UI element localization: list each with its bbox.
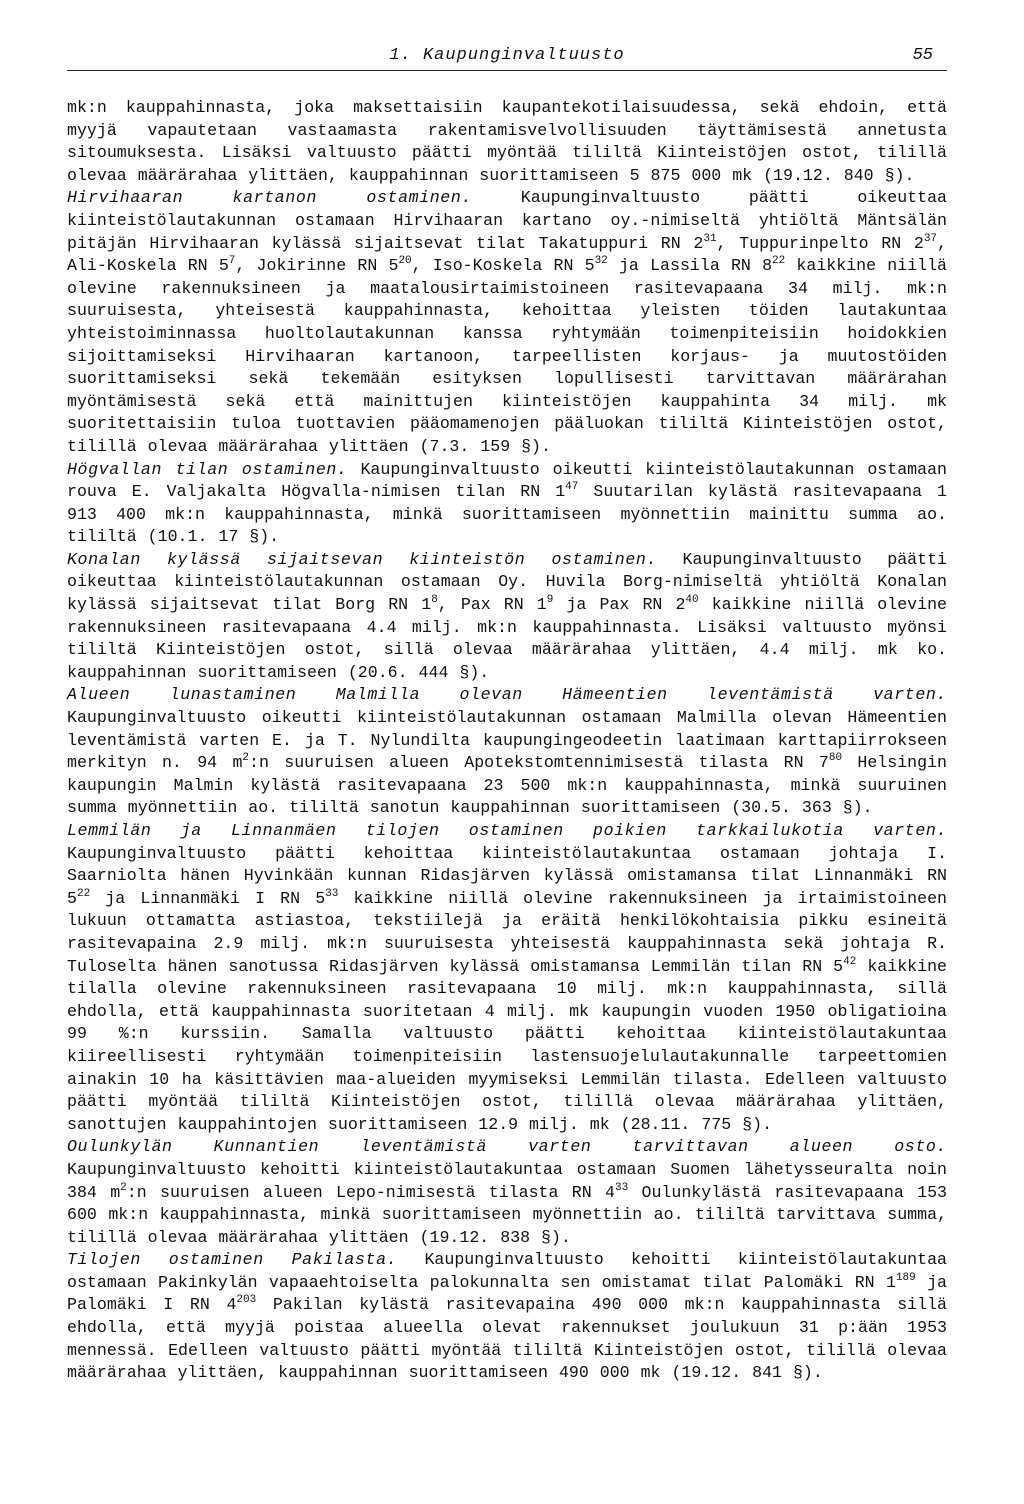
superscript: 31: [703, 232, 717, 245]
superscript: 40: [685, 594, 699, 607]
text-segment: , Iso-Koskela RN 5: [411, 256, 595, 276]
superscript: 80: [828, 752, 843, 765]
text-segment: ja Pax RN 2: [553, 595, 686, 615]
page-number: 55: [912, 46, 933, 65]
superscript: 33: [325, 887, 339, 900]
text-segment: Kaupunginvaltuusto kehoitti kiinteistölautakuntaa ostamaan Pakinkylän vapaaehtoiselta palokunnalta sen omistamat tilat Palomäki RN 1: [67, 1250, 947, 1292]
paragraph-text: mk:n kauppahinnasta, joka maksettaisiin kaupantekotilaisuudessa, sekä ehdoin, että myyjä vapautetaan vastaamasta rakentamisvelvollisuuden täyttämisestä annetusta sitoumuksesta. Lisäksi valtuusto päätti myöntää tililtä Kiinteistöjen ostot, tilillä olevaa määrärahaa ylittäen, kauppahinnan suorittamiseen 5 875 000 mk (19.12. 840 §).: [67, 98, 947, 185]
text-segment: Kaupunginvaltuusto päätti oikeuttaa kiinteistölautakunnan ostamaan Oy. Huvila Borg-nimiseltä yhtiöltä Konalan kylässä sijaitsevat tilat Borg RN 1: [67, 549, 947, 615]
text-segment: :n suuruisen alueen Apotekstomtennimisestä tilasta RN 7: [249, 753, 829, 773]
text-segment: Kaupunginvaltuusto päätti kehoittaa kiinteistölautakuntaa ostamaan johtaja I. Saarniolta hänen Hyvinkään kunnan Ridasjärven kylässä omistamansa tilat Linnanmäki RN 5: [67, 843, 947, 908]
superscript: 7: [228, 255, 236, 268]
text-segment: Kaupunginvaltuusto kehoitti kiinteistölautakuntaa ostamaan Suomen lähetysseuralta noin 384 m: [67, 1159, 947, 1202]
superscript: 47: [565, 481, 579, 494]
superscript: 189: [895, 1271, 916, 1284]
paragraph-hogvalla: [67, 459, 947, 549]
section-heading: Högvallan tilan ostaminen.: [67, 459, 348, 479]
superscript: 42: [843, 955, 857, 968]
text-segment: ja Palomäki I RN 4: [67, 1272, 948, 1315]
text-segment: Kaupunginvaltuusto oikeutti kiinteistölautakunnan ostamaan Malmilla olevan Hämeentien leventämistä varten E. ja T. Nylundilta kaupungingeodeetin laatimaan karttapiirrokseen merkityn n. 94 m: [67, 708, 947, 773]
text-segment: Kaupunginvaltuusto oikeutti kiinteistölautakunnan ostamaan rouva E. Valjakalta Högvalla-nimisen tilan RN 1: [67, 459, 947, 502]
text-segment: Helsingin kaupungin Malmin kylästä rasitevapaana 23 500 mk:n kauppahinnasta, minkä suuruinen summa myönnettiin ao. tililtä sanotun kauppahinnan suorittamiseen (30.5. 363 §).: [67, 753, 947, 818]
superscript: 203: [236, 1294, 257, 1307]
text-segment: Kaupunginvaltuusto päätti oikeuttaa kiinteistölautakunnan ostamaan Hirvihaaran kartano oy.-nimiseltä yhtiöltä Mäntsälän pitäjän Hirvihaaran kylässä sijaitsevat tilat Takatuppuri RN 2: [67, 188, 947, 253]
paragraph-malmi: [67, 684, 947, 820]
section-heading: Konalan kylässä sijaitsevan kiinteistön ostaminen.: [67, 549, 658, 569]
superscript: 20: [398, 255, 412, 268]
superscript: 2: [242, 752, 250, 765]
section-heading: Lemmilän ja Linnanmäen tilojen ostaminen poikien tarkkailukotia varten.: [67, 821, 947, 840]
superscript: 22: [76, 887, 91, 900]
text-segment: kaikkine tilalla olevine rakennuksineen rasitevapaana 10 milj. mk:n kauppahinnasta, sillä ehdolla, että kauppahinnasta suoritetaan 4 milj. mk kaupungin vuoden 1950 obligatioina 99 %:n kurssiin. Samalla valtuusto päätti kehoittaa kiinteistölautakuntaa kiireellisesti ryhtymään toimenpiteisiin lastensuojelulautakunnalle tarpeettomien ainakin 10 ha käsittävien maa-alueiden myymiseksi Lemmilän tilasta. Edelleen valtuusto päätti myöntää tililtä Kiinteistöjen ostot, tilillä olevaa määrärahaa ylittäen, sanottujen kauppahintojen suorittamiseen 12.9 milj. mk (28.11. 775 §).: [67, 956, 947, 1134]
text-segment: ja Lassila RN 8: [607, 256, 773, 276]
superscript: 22: [772, 255, 786, 268]
section-heading: Hirvihaaran kartanon ostaminen.: [67, 188, 472, 208]
text-segment: :n suuruisen alueen Lepo-nimisestä tilasta RN 4: [126, 1182, 615, 1202]
superscript: 37: [923, 232, 938, 245]
text-segment: , Pax RN 1: [437, 595, 547, 615]
superscript: 9: [546, 594, 554, 607]
text-segment: ja Linnanmäki I RN 5: [90, 888, 326, 908]
paragraph-konala: [67, 549, 947, 685]
paragraph-lemmila: [67, 820, 947, 1136]
superscript: 33: [614, 1181, 629, 1194]
superscript: 2: [120, 1181, 127, 1194]
running-title: 1. Kaupunginvaltuusto: [389, 46, 625, 65]
text-segment: kaikkine niillä olevine rakennuksineen rasitevapaana 4.4 milj. mk:n kauppahinnasta. Lisäksi valtuusto myönsi tililtä Kiinteistöjen ostot, sillä olevaa määrärahaa ylittäen, 4.4 milj. mk ko. kauppahinnan suorittamiseen (20.6. 444 §).: [67, 595, 947, 682]
text-segment: kaikkine niillä olevine rakennuksineen ja maatalousirtaimistoineen rasitevapaana 34 milj. mk:n suuruisesta, yhteisestä kauppahinnasta, kehoittaa yleisten töiden lautakuntaa yhteistoiminnassa huoltolautakunnan kanssa ryhtymään toimenpiteisiin hoidokkien sijoittamiseksi Hirvihaaran kartanoon, tarpeellisten korjaus- ja muutostöiden suorittamiseksi sekä tekemään esityksen lopullisesti tarvittavan määrärahan myöntämisestä sekä että mainittujen kiinteistöjen kauppahinta 34 milj. mk suoritettaisiin tuloa tuottavien pääomamenojen pääluokan tililtä Kiinteistöjen ostot, tilillä olevaa määrärahaa ylittäen (7.3. 159 §).: [67, 256, 948, 456]
document-page: [67, 40, 947, 1385]
text-segment: kaikkine niillä olevine rakennuksineen ja irtaimistoineen lukuun ottamatta astiastoa, tekstiilejä ja eräitä henkilökohtaisia pikku esineitä rasitevapaina 2.9 milj. mk:n suuruisesta yhteisestä kauppahinnasta sekä johtaja R. Tuloselta hänen sanotussa Ridasjärven kylässä omistamansa Lemmilän tilan RN 5: [67, 888, 947, 976]
section-heading: Oulunkylän Kunnantien leventämistä varten tarvittavan alueen osto.: [67, 1137, 947, 1157]
section-heading: Tilojen ostaminen Pakilasta.: [67, 1250, 398, 1270]
paragraph-oulunkyla: [67, 1136, 947, 1249]
paragraph-hirvihaara: [67, 187, 947, 458]
text-segment: , Jokirinne RN 5: [235, 256, 399, 276]
text-segment: Suutarilan kylästä rasitevapaana 1 913 400 mk:n kauppahinnasta, minkä suorittamiseen myönnettiin mainittu summa ao. tililtä (10.1. 17 §).: [67, 482, 947, 547]
document-body: [67, 71, 947, 1385]
text-segment: , Tuppurinpelto RN 2: [716, 233, 924, 253]
paragraph-continuation: [67, 97, 947, 187]
text-segment: Pakilan kylästä rasitevapaina 490 000 mk:n kauppahinnasta sillä ehdolla, että myyjä poistaa alueella olevat rakennukset joulukuun 31 p:ään 1953 mennessä. Edelleen valtuusto päätti myöntää tililtä Kiinteistöjen ostot, tilillä olevaa määrärahaa ylittäen, kauppahinnan suorittamiseen 490 000 mk (19.12. 841 §).: [67, 1295, 947, 1383]
paragraph-pakila: [67, 1249, 947, 1385]
superscript: 8: [431, 594, 438, 607]
text-segment: Oulunkylästä rasitevapaana 153 600 mk:n kauppahinnasta, minkä suorittamiseen myönnettiin ao. tililtä tarvittava summa, tilillä olevaa määrärahaa ylittäen (19.12. 838 §).: [67, 1182, 947, 1247]
text-segment: , Ali-Koskela RN 5: [67, 233, 947, 276]
superscript: 32: [594, 255, 608, 268]
section-heading: Alueen lunastaminen Malmilla olevan Hämeentien leventämistä varten.: [67, 685, 947, 705]
page-header: [67, 40, 947, 71]
